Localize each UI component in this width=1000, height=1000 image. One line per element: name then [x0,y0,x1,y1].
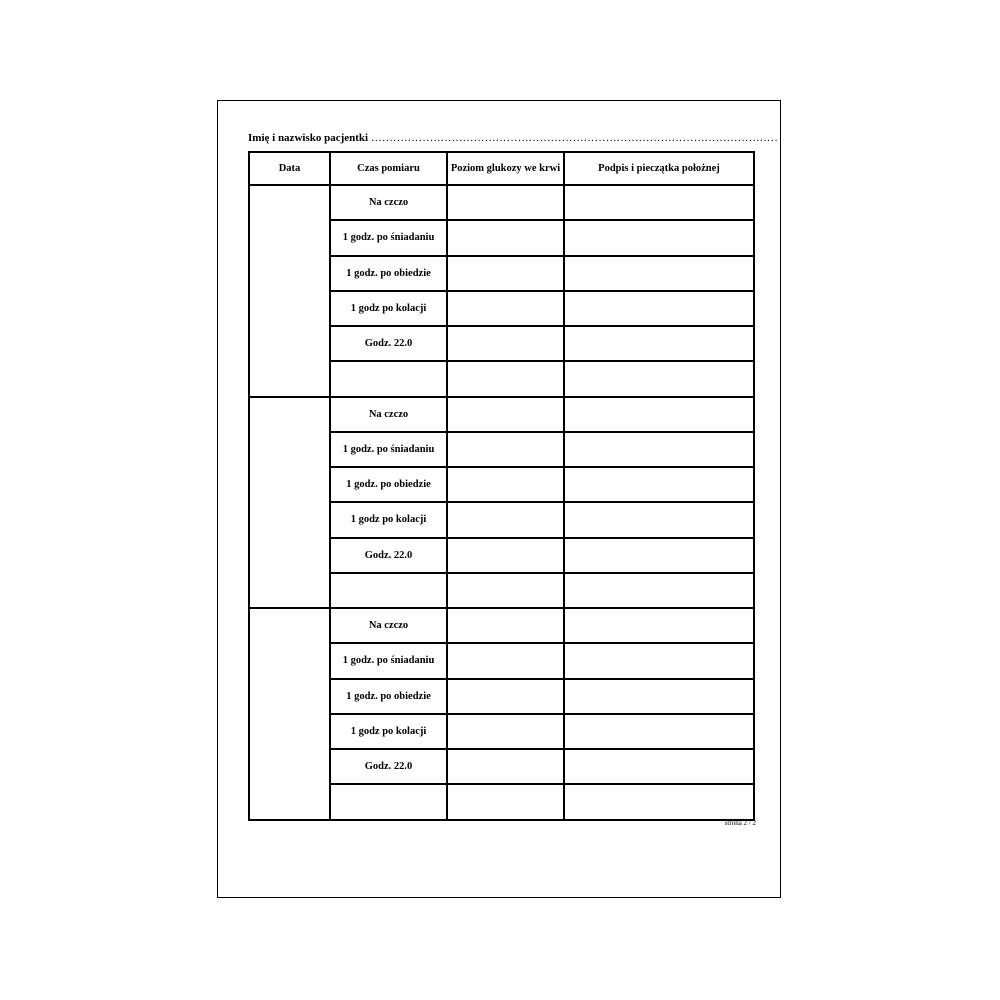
measurement-time-cell: 1 godz. po śniadaniu [330,432,447,467]
measurement-time-cell: 1 godz. po obiedzie [330,467,447,502]
measurement-time-cell: 1 godz po kolacji [330,714,447,749]
midwife-signature-cell[interactable] [564,608,754,643]
measurement-time-cell: 1 godz. po obiedzie [330,679,447,714]
measurement-time-cell: 1 godz. po śniadaniu [330,220,447,255]
glucose-level-cell[interactable] [447,714,564,749]
document-page [217,100,781,898]
table-row [249,397,754,432]
midwife-signature-cell[interactable] [564,185,754,220]
glucose-level-cell[interactable] [447,397,564,432]
measurement-time-cell [330,573,447,608]
patient-name-field[interactable]: ………………………………………………………………………………………………… [370,132,778,144]
measurement-time-cell: Na czczo [330,397,447,432]
measurement-time-cell: Godz. 22.0 [330,538,447,573]
measurement-time-cell: 1 godz po kolacji [330,502,447,537]
glucose-level-cell[interactable] [447,784,564,819]
midwife-signature-cell[interactable] [564,397,754,432]
glucose-level-cell[interactable] [447,643,564,678]
midwife-signature-cell[interactable] [564,573,754,608]
date-cell[interactable] [249,608,330,820]
table-body [249,185,754,820]
midwife-signature-cell[interactable] [564,679,754,714]
column-header-signature: Podpis i pieczątka położnej [564,152,754,185]
midwife-signature-cell[interactable] [564,220,754,255]
date-cell[interactable] [249,397,330,609]
glucose-log-table [248,151,755,821]
glucose-level-cell[interactable] [447,467,564,502]
measurement-time-cell [330,784,447,819]
midwife-signature-cell[interactable] [564,502,754,537]
page-number: strona 2 / 2 [724,819,756,827]
midwife-signature-cell[interactable] [564,538,754,573]
midwife-signature-cell[interactable] [564,749,754,784]
glucose-level-cell[interactable] [447,749,564,784]
measurement-time-cell: 1 godz. po obiedzie [330,256,447,291]
midwife-signature-cell[interactable] [564,291,754,326]
glucose-level-cell[interactable] [447,679,564,714]
midwife-signature-cell[interactable] [564,643,754,678]
glucose-level-cell[interactable] [447,326,564,361]
measurement-time-cell: Godz. 22.0 [330,326,447,361]
glucose-level-cell[interactable] [447,608,564,643]
glucose-level-cell[interactable] [447,502,564,537]
glucose-level-cell[interactable] [447,538,564,573]
midwife-signature-cell[interactable] [564,714,754,749]
midwife-signature-cell[interactable] [564,467,754,502]
date-cell[interactable] [249,185,330,397]
glucose-level-cell[interactable] [447,256,564,291]
glucose-level-cell[interactable] [447,573,564,608]
glucose-level-cell[interactable] [447,361,564,396]
measurement-time-cell: 1 godz po kolacji [330,291,447,326]
measurement-time-cell: Godz. 22.0 [330,749,447,784]
midwife-signature-cell[interactable] [564,256,754,291]
measurement-time-cell: Na czczo [330,185,447,220]
patient-name-line [248,132,778,144]
glucose-level-cell[interactable] [447,432,564,467]
glucose-level-cell[interactable] [447,220,564,255]
table-row [249,608,754,643]
midwife-signature-cell[interactable] [564,784,754,819]
column-header-time: Czas pomiaru [330,152,447,185]
midwife-signature-cell[interactable] [564,326,754,361]
measurement-time-cell: 1 godz. po śniadaniu [330,643,447,678]
table-header-row [249,152,754,185]
measurement-time-cell: Na czczo [330,608,447,643]
table-row [249,185,754,220]
glucose-level-cell[interactable] [447,291,564,326]
measurement-time-cell [330,361,447,396]
column-header-date: Data [249,152,330,185]
midwife-signature-cell[interactable] [564,361,754,396]
glucose-level-cell[interactable] [447,185,564,220]
patient-name-label: Imię i nazwisko pacjentki [248,132,369,144]
midwife-signature-cell[interactable] [564,432,754,467]
column-header-glucose: Poziom glukozy we krwi [447,152,564,185]
